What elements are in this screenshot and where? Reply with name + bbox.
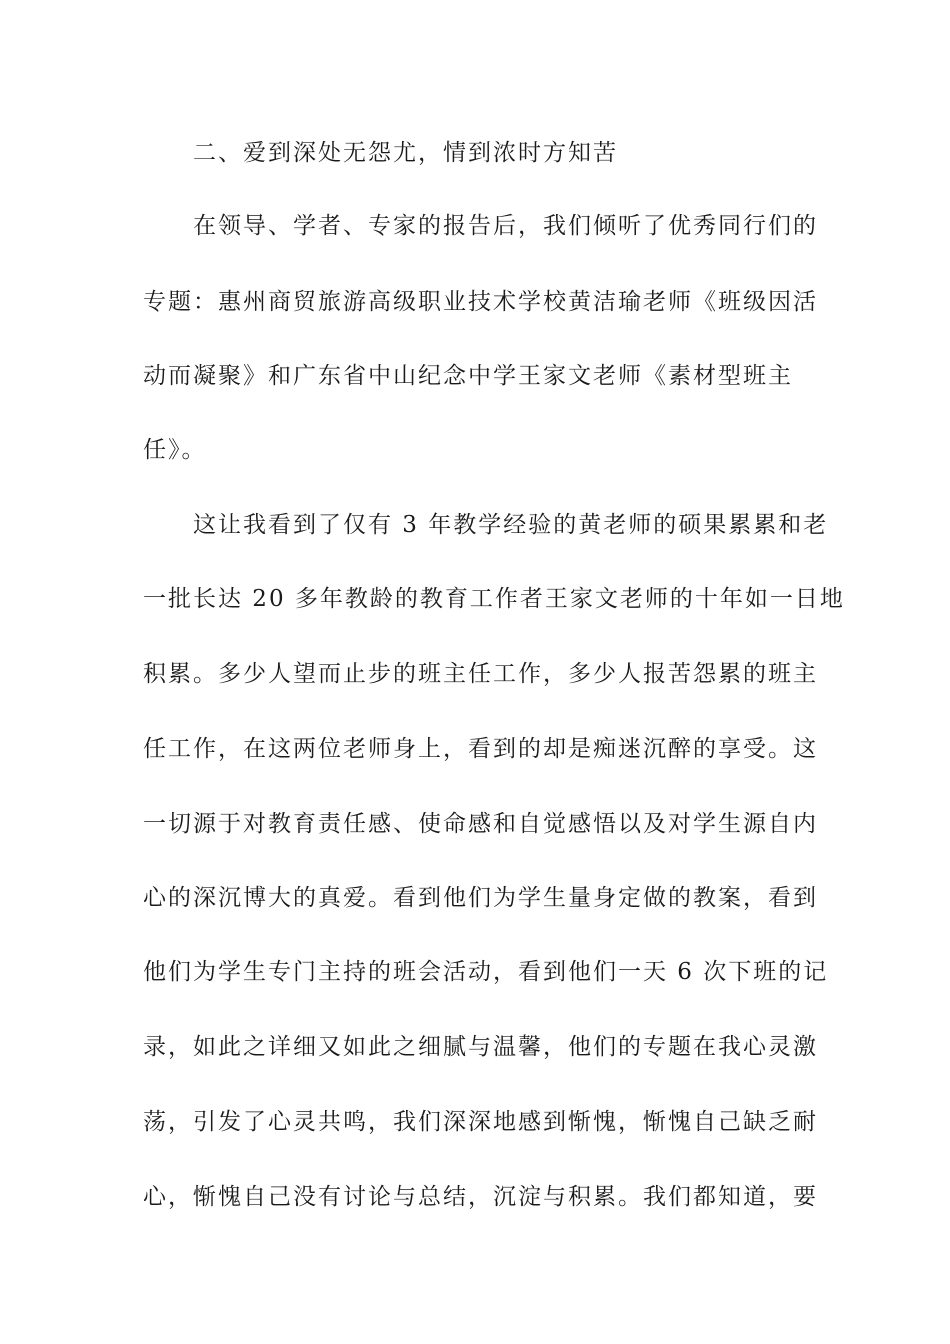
paragraph-2-line-4: 任工作，在这两位老师身上，看到的却是痴迷沉醉的享受。这 bbox=[143, 736, 818, 762]
paragraph-1-line-4: 任》。 bbox=[143, 437, 207, 463]
paragraph-2-line-5: 一切源于对教育责任感、使命感和自觉感悟以及对学生源自内 bbox=[143, 811, 818, 837]
paragraph-1-line-2: 专题：惠州商贸旅游高级职业技术学校黄洁瑜老师《班级因活 bbox=[143, 289, 818, 315]
paragraph-1-line-1: 在领导、学者、专家的报告后，我们倾听了优秀同行们的 bbox=[193, 213, 818, 239]
paragraph-2-line-3: 积累。多少人望而止步的班主任工作，多少人报苦怨累的班主 bbox=[143, 661, 818, 687]
paragraph-2-line-7: 他们为学生专门主持的班会活动，看到他们一天 6 次下班的记 bbox=[143, 959, 829, 985]
paragraph-2-line-8: 录，如此之详细又如此之细腻与温馨，他们的专题在我心灵激 bbox=[143, 1034, 818, 1060]
paragraph-2-line-10: 心，惭愧自己没有讨论与总结，沉淀与积累。我们都知道，要 bbox=[143, 1184, 818, 1210]
paragraph-2-line-1: 这让我看到了仅有 3 年教学经验的黄老师的硕果累累和老 bbox=[193, 512, 829, 538]
paragraph-2-line-6: 心的深沉博大的真爱。看到他们为学生量身定做的教案，看到 bbox=[143, 885, 818, 911]
paragraph-2-line-2: 一批长达 20 多年教龄的教育工作者王家文老师的十年如一日地 bbox=[143, 586, 845, 612]
paragraph-1-line-3: 动而凝聚》和广东省中山纪念中学王家文老师《素材型班主 bbox=[143, 363, 793, 389]
paragraph-2-line-9: 荡，引发了心灵共鸣，我们深深地感到惭愧，惭愧自己缺乏耐 bbox=[143, 1109, 818, 1135]
section-heading: 二、爱到深处无怨尤，情到浓时方知苦 bbox=[193, 140, 618, 166]
